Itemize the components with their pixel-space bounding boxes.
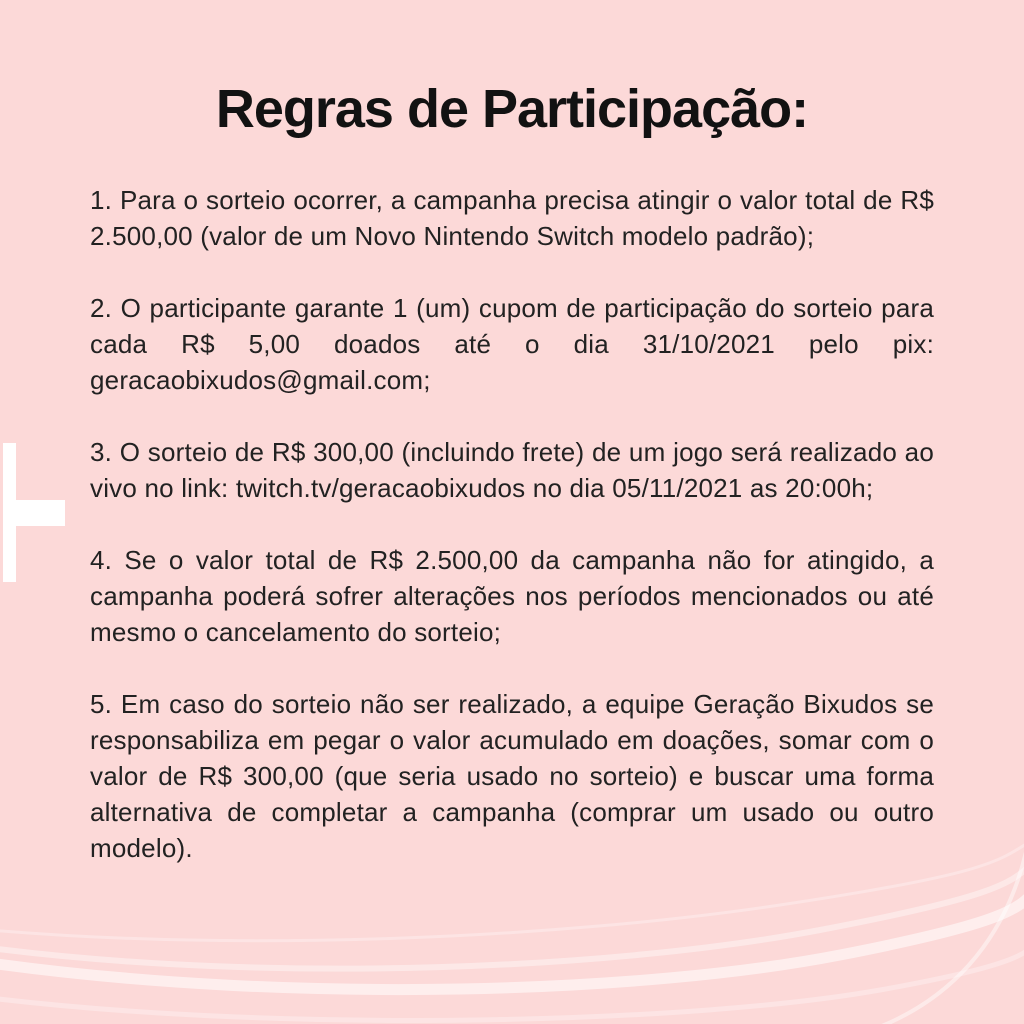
rule-item-1: 1. Para o sorteio ocorrer, a campanha precisa atingir o valor total de R$ 2.500,00 (valor de um Novo Nintendo Switch modelo padrão); — [90, 185, 934, 251]
rules-list — [90, 182, 934, 902]
rule-item-5: 5. Em caso do sorteio não ser realizado, a equipe Geração Bixudos se responsabiliza em pegar o valor acumulado em doações, somar com o valor de R$ 300,00 (que seria usado no sorteio) e buscar uma forma alternativa de completar a campanha (comprar um usado ou outro modelo). — [90, 689, 934, 863]
rule-item-4: 4. Se o valor total de R$ 2.500,00 da campanha não for atingido, a campanha poderá sofrer alterações nos períodos mencionados ou até mesmo o cancelamento do sorteio; — [90, 545, 934, 647]
plus-icon-horizontal-bar — [3, 500, 65, 526]
rule-item-2: 2. O participante garante 1 (um) cupom de participação do sorteio para cada R$ 5,00 doados até o dia 31/10/2021 pelo pix: geracaobixudos@gmail.com; — [90, 293, 934, 395]
page-title: Regras de Participação: — [215, 79, 809, 139]
rule-item-3: 3. O sorteio de R$ 300,00 (incluindo frete) de um jogo será realizado ao vivo no link: twitch.tv/geracaobixudos no dia 05/11/2021 as 20:00h; — [90, 437, 934, 503]
